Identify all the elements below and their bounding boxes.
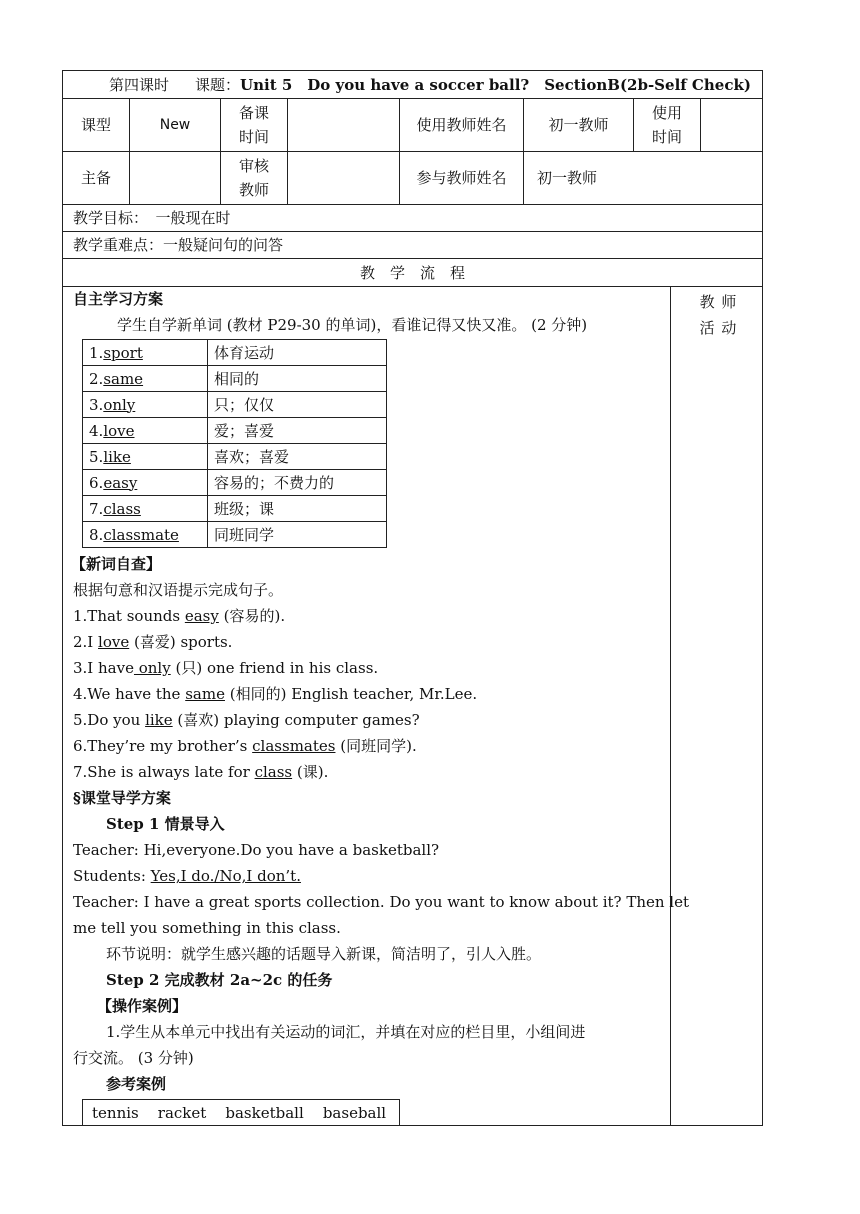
vocab-number: 8.	[89, 525, 104, 544]
review-teacher-value	[288, 152, 400, 204]
sentence-text: 7.She is always late for	[73, 763, 255, 781]
vocab-meaning: 班级；课	[208, 496, 387, 522]
vocab-row	[83, 366, 387, 392]
vocab-word: love	[103, 421, 135, 440]
sentence-text: 1.That sounds	[73, 607, 185, 625]
step1-title: Step 1 情景导入	[106, 815, 225, 833]
teacher-question	[73, 839, 439, 861]
sentence-text: (同班同学).	[335, 737, 417, 755]
use-time-label: 使用时间	[634, 99, 701, 151]
reference-title: 参考案例	[106, 1075, 167, 1093]
use-time-value	[701, 99, 762, 151]
vocab-meaning: 相同的	[208, 366, 387, 392]
task-line-2: 行交流。 (3 分钟)	[73, 1049, 194, 1067]
sentence-text: (课).	[292, 763, 329, 781]
teacher-label: Teacher:	[73, 841, 144, 859]
vocab-word-cell	[83, 418, 208, 444]
vocab-row	[83, 340, 387, 366]
sentence-text: (容易的).	[218, 607, 286, 625]
topic-label: 课题：	[195, 75, 241, 94]
column-divider	[670, 287, 671, 1125]
vocab-word-cell	[83, 366, 208, 392]
sentence-answer: love	[98, 633, 130, 651]
lesson-number: 第四课时	[109, 75, 170, 94]
main-prep-label: 主备	[63, 152, 130, 204]
vocab-word-cell	[83, 340, 208, 366]
header-row	[63, 71, 762, 99]
sentence-answer: like	[145, 711, 173, 729]
vocab-meaning: 容易的；不费力的	[208, 470, 387, 496]
task-line-1: 1.学生从本单元中找出有关运动的词汇，并填在对应的栏目里，小组间进	[106, 1023, 586, 1041]
key-points: 教学重难点：一般疑问句的问答	[73, 236, 284, 254]
students-answer	[73, 865, 301, 887]
vocab-word-cell	[83, 392, 208, 418]
check-sentence	[73, 631, 232, 653]
vocab-word: same	[103, 369, 144, 388]
students-answer-text: Yes,I do./No,I don’t.	[150, 867, 301, 885]
reference-words: tennis racket basketball baseball	[82, 1099, 400, 1126]
vocab-meaning: 爱；喜爱	[208, 418, 387, 444]
vocab-word: sport	[103, 343, 143, 362]
vocab-word-cell	[83, 444, 208, 470]
check-sentence	[73, 683, 477, 705]
check-sentence	[73, 605, 285, 627]
lesson-title	[63, 71, 762, 98]
vocab-row	[83, 522, 387, 548]
sentence-answer: class	[254, 763, 293, 781]
sentence-answer: same	[185, 685, 225, 703]
sentence-text: (相同的) English teacher, Mr.Lee.	[224, 685, 478, 703]
vocab-row	[83, 496, 387, 522]
prep-time-label: 备课时间	[221, 99, 288, 151]
teacher-activity-heading: 教 师 活 动	[699, 293, 738, 337]
teacher-name-label: 使用教师姓名	[400, 99, 524, 151]
sentence-text: 4.We have the	[73, 685, 186, 703]
vocab-row	[83, 470, 387, 496]
sentence-text: (喜欢) playing computer games?	[172, 711, 420, 729]
content-column	[63, 287, 690, 1125]
topic-text: Unit 5 Do you have a soccer ball? SectionB(2b-Self Check)	[240, 75, 751, 94]
vocab-word-cell	[83, 470, 208, 496]
vocab-meaning: 体育运动	[208, 340, 387, 366]
classroom-title: §课堂导学方案	[73, 789, 171, 807]
sentence-text: 6.They’re my brother’s	[73, 737, 253, 755]
key-points-row	[63, 232, 762, 259]
vocab-meaning: 同班同学	[208, 522, 387, 548]
check-instruction: 根据句意和汉语提示完成句子。	[73, 581, 284, 599]
case-title: 【操作案例】	[97, 997, 188, 1015]
info-row-2	[63, 152, 762, 205]
teacher-name-value: 初一教师	[524, 99, 634, 151]
sentence-answer: easy	[184, 607, 219, 625]
sentence-text: (喜爱) sports.	[129, 633, 233, 651]
vocab-row	[83, 392, 387, 418]
prep-time-value	[288, 99, 400, 151]
step-note: 环节说明：就学生感兴趣的话题导入新课，简洁明了，引人入胜。	[106, 945, 542, 963]
vocab-number: 4.	[89, 421, 104, 440]
sentence-text: (只) one friend in his class.	[170, 659, 379, 677]
main-prep-value	[130, 152, 221, 204]
vocab-row	[83, 444, 387, 470]
vocab-word-cell	[83, 522, 208, 548]
vocab-word: class	[103, 499, 141, 518]
vocab-meaning: 只；仅仅	[208, 392, 387, 418]
vocab-number: 1.	[89, 343, 104, 362]
self-study-title: 自主学习方案	[73, 290, 164, 308]
check-title: 【新词自查】	[71, 555, 162, 573]
flow-title-row	[63, 259, 762, 287]
vocab-row	[83, 418, 387, 444]
lesson-plan-table	[62, 70, 763, 1126]
sentence-text: 2.I	[73, 633, 99, 651]
sentence-answer: classmates	[252, 737, 336, 755]
participant-label: 参与教师姓名	[400, 152, 524, 204]
type-value: New	[130, 99, 221, 151]
teacher-talk-line-2: me tell you something in this class.	[73, 919, 341, 937]
self-study-intro: 学生自学新单词 (教材 P29-30 的单词)，看谁记得又快又准。 (2 分钟)	[117, 316, 588, 334]
students-label: Students:	[73, 867, 151, 885]
vocab-number: 3.	[89, 395, 104, 414]
check-sentence	[73, 735, 417, 757]
check-sentence	[73, 709, 420, 731]
sentence-answer: only	[133, 659, 171, 677]
teaching-goal: 教学目标： 一般现在时	[73, 209, 231, 227]
vocab-word: classmate	[103, 525, 179, 544]
review-teacher-label: 审核教师	[221, 152, 288, 204]
participant-value: 初一教师	[537, 169, 598, 187]
flow-title: 教 学 流 程	[359, 263, 465, 282]
vocab-meaning: 喜欢；喜爱	[208, 444, 387, 470]
info-row-1	[63, 99, 762, 152]
sentence-text: 3.I have	[73, 659, 134, 677]
sentence-text: 5.Do you	[73, 711, 146, 729]
vocab-word-cell	[83, 496, 208, 522]
vocab-number: 6.	[89, 473, 104, 492]
vocab-word: only	[103, 395, 136, 414]
check-sentence	[73, 657, 378, 679]
vocab-word: like	[103, 447, 131, 466]
vocab-word: easy	[103, 473, 138, 492]
vocab-number: 7.	[89, 499, 104, 518]
check-sentence	[73, 761, 328, 783]
step2-title: Step 2 完成教材 2a~2c 的任务	[106, 971, 333, 989]
teacher-question-text: Hi,everyone.Do you have a basketball?	[143, 841, 440, 859]
type-label: 课型	[63, 99, 130, 151]
vocab-number: 5.	[89, 447, 104, 466]
vocab-number: 2.	[89, 369, 104, 388]
teacher-talk-line-1: Teacher: I have a great sports collection. Do you want to know about it? Then let	[73, 893, 690, 911]
vocab-table	[82, 339, 387, 548]
goal-row	[63, 205, 762, 232]
